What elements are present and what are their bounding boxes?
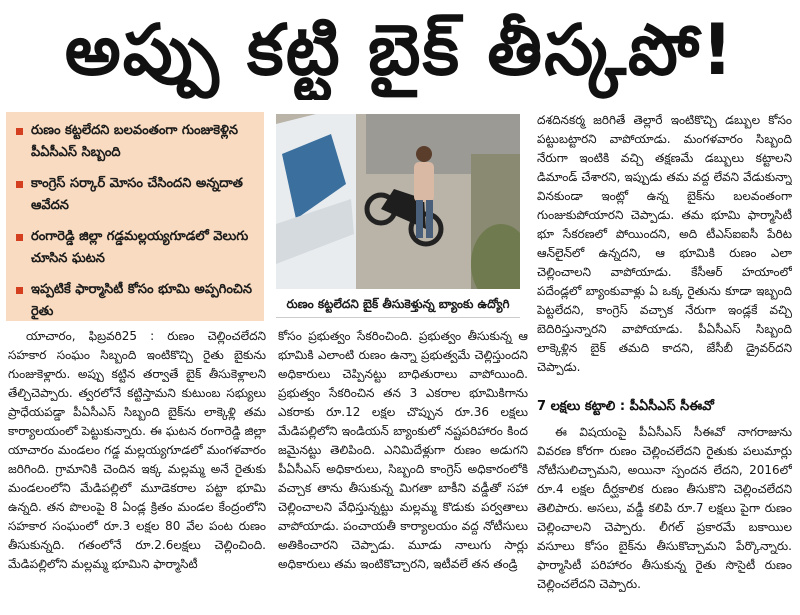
highlight-item (16, 173, 258, 217)
bullet-icon (16, 287, 23, 294)
highlight-item (16, 279, 258, 323)
article-paragraph: కోసం ప్రభుత్వం సేకరించింది. ప్రభుత్వం తీసుకున్న ఆ భూమికి ఎలాంటి రుణం ఉన్నా ప్రభుత్వమే చెల్లిస్తుందని అధికారులు చెప్పినట్టు బాధితురాలు వాపోయింది. ప్రభుత్వం సేకరించిన తన 3 ఎకరాల భూమికిగాను ఎకరాకు రూ.12 లక్షల చొప్పున రూ.36 లక్షలు మేడిపల్లిలోని ఇండియన్ బ్యాంకులో నష్టపరిహారం కింద జమైనట్టు తెలిపింది. ఎనిమిదేళ్లుగా రుణం అడుగని పీఏసీఎస్ అధికారులు, సిబ్బంది కాంగ్రెస్ అధికారంలోకి వచ్చాక తాను తీసుకున్న మిగతా బాకీని వడ్డీతో సహా చెల్లించాలని వేధిస్తున్నట్టు మల్లమ్మ కొడుకు పర్వతాలు వాపోయాడు. పంచాయతీ కార్యాలయం వద్ద నోటీసులు అతికించారని చెప్పాడు. మూడు నాలుగు సార్లు అధికారులు తమ ఇంటికొచ్చారని, ఇటీవలే తన తండ్రి (278, 329, 528, 571)
highlight-text: రుణం కట్టలేదని బలవంతంగా గుంజుకెళ్లిన పీఏసీఎస్ సిబ్బంది (31, 123, 238, 160)
highlight-item (16, 120, 258, 164)
article-paragraph: యాచారం, ఫిబ్రవరి25 : రుణం చెల్లించలేదని సహకార సంఘం సిబ్బంది ఇంటికొచ్చి రైతు బైకును గుంజుకెళ్లారు. అప్పు కట్టిన తర్వాతే బైక్ తీసుకెళ్లాలని తేల్చిచెప్పారు. త్వరలోనే కట్టిస్తామని కుటుంబ సభ్యులు ప్రాధేయపడ్డా పీఏసీఎస్ సిబ్బంది బైక్‌ను లాక్కెళ్లి తమ కార్యాలయంలో పెట్టుకున్నారు. ఈ ఘటన రంగారెడ్డి జిల్లా యాచారం మండలం గడ్డ మల్లయ్యగూడలో మంగళవారం జరిగింది. గ్రామానికి చెందిన ఇక్క మల్లమ్మ అనే రైతుకు మండలంలోని మేడిపల్లిలో మూడెకరాల పట్టా భూమి ఉన్నది. తన పొలంపై 8 ఏండ్ల క్రితం మండల కేంద్రంలోని సహకార సంఘంలో రూ.3 లక్షల 80 వేల పంట రుణం తీసుకున్నది. గతంలోనే రూ.2.6లక్షలు చెల్లించింది. మేడిపల్లిలోని మల్లమ్మ భూమిని ఫార్మాసిటీ (8, 329, 266, 571)
highlight-text: ఇప్పటికే ఫార్మాసిటీ కోసం భూమి అప్పగించిన రైతు (31, 282, 253, 319)
highlight-text: రంగారెడ్డి జిల్లా గడ్డమల్లయ్యగూడలో వెలుగు చూసిన ఘటన (31, 229, 249, 266)
photo-illustration (276, 114, 520, 289)
highlight-item (16, 226, 258, 270)
article-subheading: 7 లక్షలు కట్టాలి : పీఏసీఎస్ సీఈవో (537, 399, 714, 414)
news-photo (276, 114, 520, 289)
photo-caption: రుణం కట్టలేదని బైక్ తీసుకెళ్తున్న బ్యాంకు ఉద్యోగి (276, 290, 520, 318)
article-column-right-top (537, 111, 792, 387)
highlights-box (6, 112, 264, 321)
bullet-icon (16, 128, 23, 135)
photo-person-leg (416, 200, 423, 238)
highlight-text: కాంగ్రెస్ సర్కార్ మోసం చేసిందని అన్నదాత ఆవేదన (31, 176, 243, 213)
photo-person-leg (426, 200, 433, 238)
article-column-middle (278, 327, 528, 611)
bullet-icon (16, 234, 23, 241)
article-column-left (8, 327, 266, 611)
article-paragraph: ఈ విషయంపై పీఏసీఎస్ సీఈవో నాగరాజును వివరణ కోరగా రుణం చెల్లించలేదని రైతుకు పలుమార్లు నోటీసులిచ్చామని, అయినా స్పందన లేదని, 2016లో రూ.4 లక్షల దీర్ఘకాలిక రుణం తీసుకొని చెల్లించలేదని తెలిపారు. అసలు, వడ్డీ కలిపి రూ.7 లక్షలు పైగా రుణం చెల్లించాలని చెప్పారు. లీగల్ ప్రకారమే బకాయిల వసూలు కోసం బైక్‌ను తీసుకొచ్చామని పేర్కొన్నారు. ఫార్మాసిటీ పరిహారం తీసుకున్న రైతు సొసైటీ రుణం చెల్లించలేదని చెప్పారు. (537, 425, 792, 591)
photo-person-shirt (414, 162, 434, 202)
article-column-right-bottom (537, 423, 792, 611)
headline: అప్పు కట్టి బైక్ తీస్కపో! (64, 9, 736, 91)
bullet-icon (16, 181, 23, 188)
photo-person-head (416, 146, 432, 162)
article-paragraph: దశదినకర్మ జరిగితే తెల్లారే ఇంటికొచ్చి డబ్బుల కోసం పట్టుబట్టారని వాపోయాడు. మంగళవారం సిబ్బంది నేరుగా ఇంటికి వచ్చి తక్షణమే డబ్బులు కట్టాలని డిమాండ్ చేశారని, ఇప్పుడు తమ వద్ద లేవని వేడుకున్నా వినకుండా ఇంట్లో ఉన్న బైక్‌ను బలవంతంగా గుంజుకుపోయారని చెప్పాడు. తమ భూమి ఫార్మాసిటీ భూ సేకరణలో పోయిందని, అది టీఎస్ఐఐసీ పేరిట ఆన్‌లైన్‌లో ఉన్నదని, ఆ భూమికి రుణం ఎలా చెల్లించాలని వాపోయాడు. కేసీఆర్ హయాంలో పదేండ్లలో బ్యాంకువాళ్లు ఏ ఒక్క రైతును కూడా ఇబ్బంది పెట్టలేదని, కాంగ్రెస్ వచ్చాక నేరుగా ఇండ్లకే వచ్చి బెదిరిస్తున్నారని వాపోయాడు. పీఏసీఎస్ సిబ్బంది లాక్కెళ్లిన బైక్ తమది కాదని, జేసీబీ డ్రైవర్‌దని చెప్పాడు. (537, 113, 792, 374)
